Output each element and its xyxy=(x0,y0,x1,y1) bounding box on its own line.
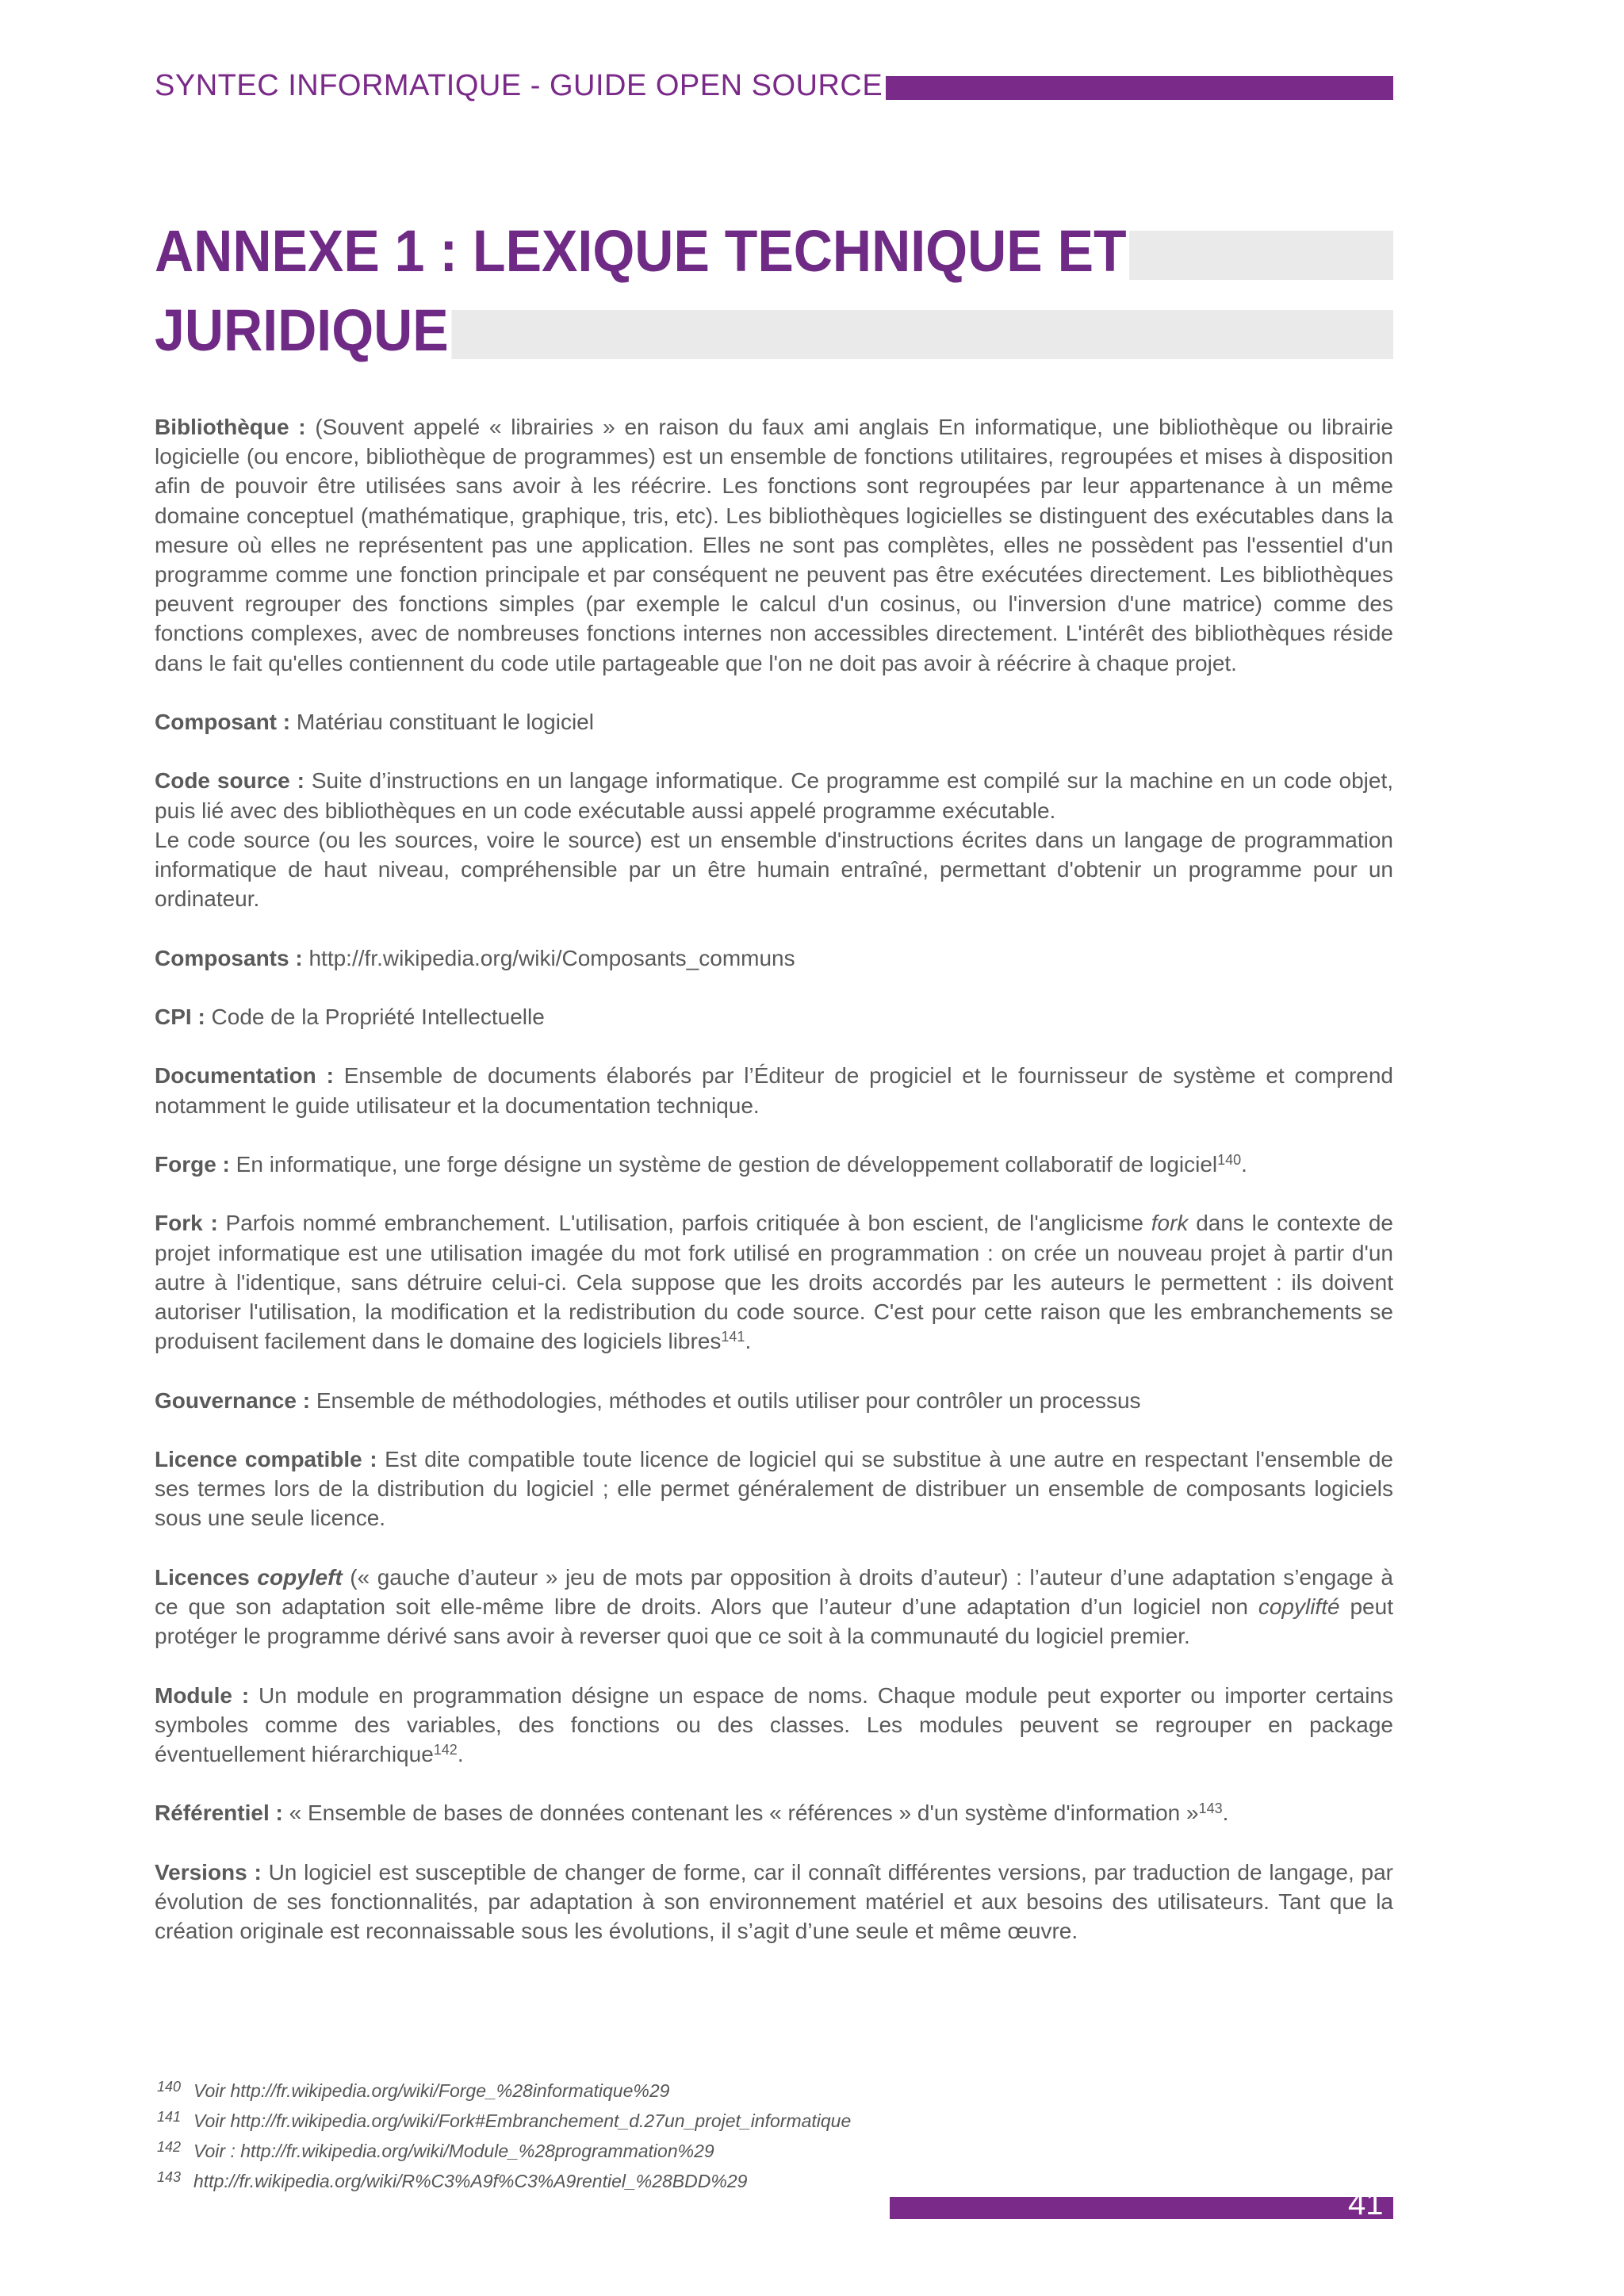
term: Licence compatible : xyxy=(155,1446,377,1471)
footnote-text: Voir http://fr.wikipedia.org/wiki/Fork#Embranchement_d.27un_projet_informatique xyxy=(193,2110,852,2131)
entry-licences-copyleft xyxy=(155,1563,1393,1651)
definition: En informatique, une forge désigne un système de gestion de développement collaboratif de logiciel xyxy=(229,1151,1218,1177)
definition: Un logiciel est susceptible de changer de forme, car il connaît différentes versions, par traduction de langage, par évolution de ses fonctionnalités, par adaptation à son environnement matériel et aux besoins des utilisateurs. Tant que la création originale est reconnaissable sous les évolutions, il s’agit d’une seule et même œuvre. xyxy=(155,1859,1393,1944)
footnote-text: http://fr.wikipedia.org/wiki/R%C3%A9f%C3%A9rentiel_%28BDD%29 xyxy=(193,2171,748,2191)
entry-module xyxy=(155,1681,1393,1770)
entry-forge xyxy=(155,1150,1393,1179)
definition: Parfois nommé embranchement. L'utilisation, parfois critiquée à bon escient, de l'anglicisme xyxy=(217,1211,1151,1236)
entry-composant xyxy=(155,707,1393,737)
term: Référentiel : xyxy=(155,1800,283,1826)
definition-continued: Le code source (ou les sources, voire le source) est un ensemble d'instructions écrites dans un langage de programmation informatique de haut niveau, compréhensible par un être humain entraîné, permettant d'obtenir un programme pour un ordinateur. xyxy=(155,827,1393,912)
definition: Suite d’instructions en un langage informatique. Ce programme est compilé sur la machine en un code objet, puis lié avec des bibliothèques en un code exécutable aussi appelé programme exécutable. xyxy=(155,768,1393,823)
entry-gouvernance xyxy=(155,1386,1393,1415)
term: Composant : xyxy=(155,710,291,735)
footnote-ref: 143 xyxy=(1198,1800,1223,1817)
definition-continued: dans le contexte de projet informatique est une utilisation imagée du mot fork utilisé en programmation : on crée un nouveau projet à partir d'un autre à l'identique, sans détruire celui-ci. Cela suppose que les droits accordés par les auteurs le permettent : ils doivent autoriser l'utilisation, la modification et la redistribution du code source. C'est pour cette raison que les embranchements se produisent facilement dans le domaine des logiciels libres xyxy=(155,1211,1394,1354)
definition-continued: peut protéger le programme dérivé sans avoir à reverser quoi que ce soit à la communauté du logiciel premier. xyxy=(155,1594,1393,1649)
term: Code source : xyxy=(155,768,304,794)
period: . xyxy=(1241,1151,1247,1177)
term: Fork : xyxy=(155,1211,218,1236)
period: . xyxy=(457,1741,464,1766)
period: . xyxy=(745,1329,752,1354)
term: Forge : xyxy=(155,1151,230,1177)
term-italic: copyleft xyxy=(257,1564,343,1590)
term: Bibliothèque : xyxy=(155,415,306,439)
entry-licence-compatible xyxy=(155,1445,1393,1533)
italic-term: copylifté xyxy=(1258,1594,1340,1619)
page-number: 41 xyxy=(1348,2187,1384,2221)
page-title-line-1: ANNEXE 1 : LEXIQUE TECHNIQUE ET xyxy=(155,218,1129,285)
entry-bibliotheque xyxy=(155,412,1393,678)
entry-cpi xyxy=(155,1002,1393,1031)
entry-versions xyxy=(155,1858,1393,1946)
term: Gouvernance : xyxy=(155,1387,311,1413)
footnote xyxy=(157,2074,1188,2104)
entry-documentation xyxy=(155,1061,1393,1119)
footnote-ref: 140 xyxy=(1217,1151,1242,1168)
term: Documentation : xyxy=(155,1063,334,1089)
footnote-number: 141 xyxy=(157,2109,182,2125)
footnote-ref: 141 xyxy=(721,1329,745,1345)
italic-term: fork xyxy=(1151,1211,1189,1236)
footnote-number: 140 xyxy=(157,2079,182,2095)
footnote-number: 143 xyxy=(157,2169,182,2185)
entry-referentiel xyxy=(155,1798,1393,1827)
running-header: SYNTEC INFORMATIQUE - GUIDE OPEN SOURCE xyxy=(155,70,886,101)
term: Licences xyxy=(155,1564,258,1590)
period: . xyxy=(1222,1800,1229,1826)
term: Versions : xyxy=(155,1859,262,1885)
footnote-text: Voir http://fr.wikipedia.org/wiki/Forge_%28informatique%29 xyxy=(193,2080,670,2101)
glossary xyxy=(155,412,1393,1976)
footnote xyxy=(157,2104,1188,2134)
definition: Ensemble de méthodologies, méthodes et outils utiliser pour contrôler un processus xyxy=(310,1387,1141,1413)
title-band-1 xyxy=(155,218,1393,284)
definition: Ensemble de documents élaborés par l’Éditeur de progiciel et le fournisseur de système et comprend notamment le guide utilisateur et la documentation technique. xyxy=(155,1063,1394,1118)
definition: « Ensemble de bases de données contenant les « références » d'un système d'information » xyxy=(282,1800,1199,1826)
definition: (« gauche d’auteur » jeu de mots par opposition à droits d’auteur) : l’auteur d’une adaptation s’engage à ce que son adaptation soit elle-même libre de droits. Alors que l’auteur d’une adaptation d’un logiciel non xyxy=(155,1564,1393,1619)
footnote-ref: 142 xyxy=(433,1741,458,1758)
page-title-line-2: JURIDIQUE xyxy=(155,297,451,364)
footnote-number: 142 xyxy=(157,2139,182,2155)
term: Composants : xyxy=(155,945,303,970)
footnote-text: Voir : http://fr.wikipedia.org/wiki/Module_%28programmation%29 xyxy=(193,2141,714,2161)
definition: (Souvent appelé « librairies » en raison du faux ami anglais En informatique, une bibliothèque ou librairie logicielle (ou encore, bibliothèque de programmes) est un ensemble de fonctions utilitaires, regroupées et mises à disposition afin de pouvoir être utilisées sans avoir à les réécrire. Les fonctions sont regroupées par leur appartenance à un même domaine conceptuel (mathématique, graphique, tris, etc). Les bibliothèques logicielles se distinguent des exécutables dans la mesure où elles ne représentent pas une application. Elles ne sont pas complètes, elles ne possèdent pas l'essentiel d'un programme comme une fonction principale et par conséquent ne peuvent pas être exécutées directement. Les bibliothèques peuvent regrouper des fonctions simples (par exemple le calcul d'un cosinus, ou l'inversion d'une matrice) comme des fonctions complexes, avec de nombreuses fonctions internes non accessibles directement. L'intérêt des bibliothèques réside dans le fait qu'elles contiennent du code utile partageable que l'on ne doit pas avoir à réécrire à chaque projet. xyxy=(155,415,1393,675)
title-band-2 xyxy=(155,297,1393,363)
footer-bar xyxy=(890,2197,1393,2219)
definition: Est dite compatible toute licence de logiciel qui se substitue à une autre en respectant l'ensemble de ses termes lors de la distribution du logiciel ; elle permet généralement de distribuer un ensemble de composants logiciels sous une seule licence. xyxy=(155,1446,1393,1531)
footnote xyxy=(157,2134,1188,2164)
entry-code-source xyxy=(155,766,1393,913)
entry-fork xyxy=(155,1208,1393,1356)
definition: Matériau constituant le logiciel xyxy=(290,710,594,735)
definition: Un module en programmation désigne un espace de noms. Chaque module peut exporter ou importer certains symboles comme des variables, des fonctions ou des classes. Les modules peuvent se regrouper en package éventuellement hiérarchique xyxy=(155,1682,1393,1766)
footnote xyxy=(157,2164,1188,2195)
definition-link: http://fr.wikipedia.org/wiki/Composants_communs xyxy=(302,945,795,970)
footnotes xyxy=(157,2074,1188,2195)
entry-composants xyxy=(155,943,1393,973)
term: Module : xyxy=(155,1682,250,1708)
definition: Code de la Propriété Intellectuelle xyxy=(205,1004,545,1029)
term: CPI : xyxy=(155,1004,205,1029)
